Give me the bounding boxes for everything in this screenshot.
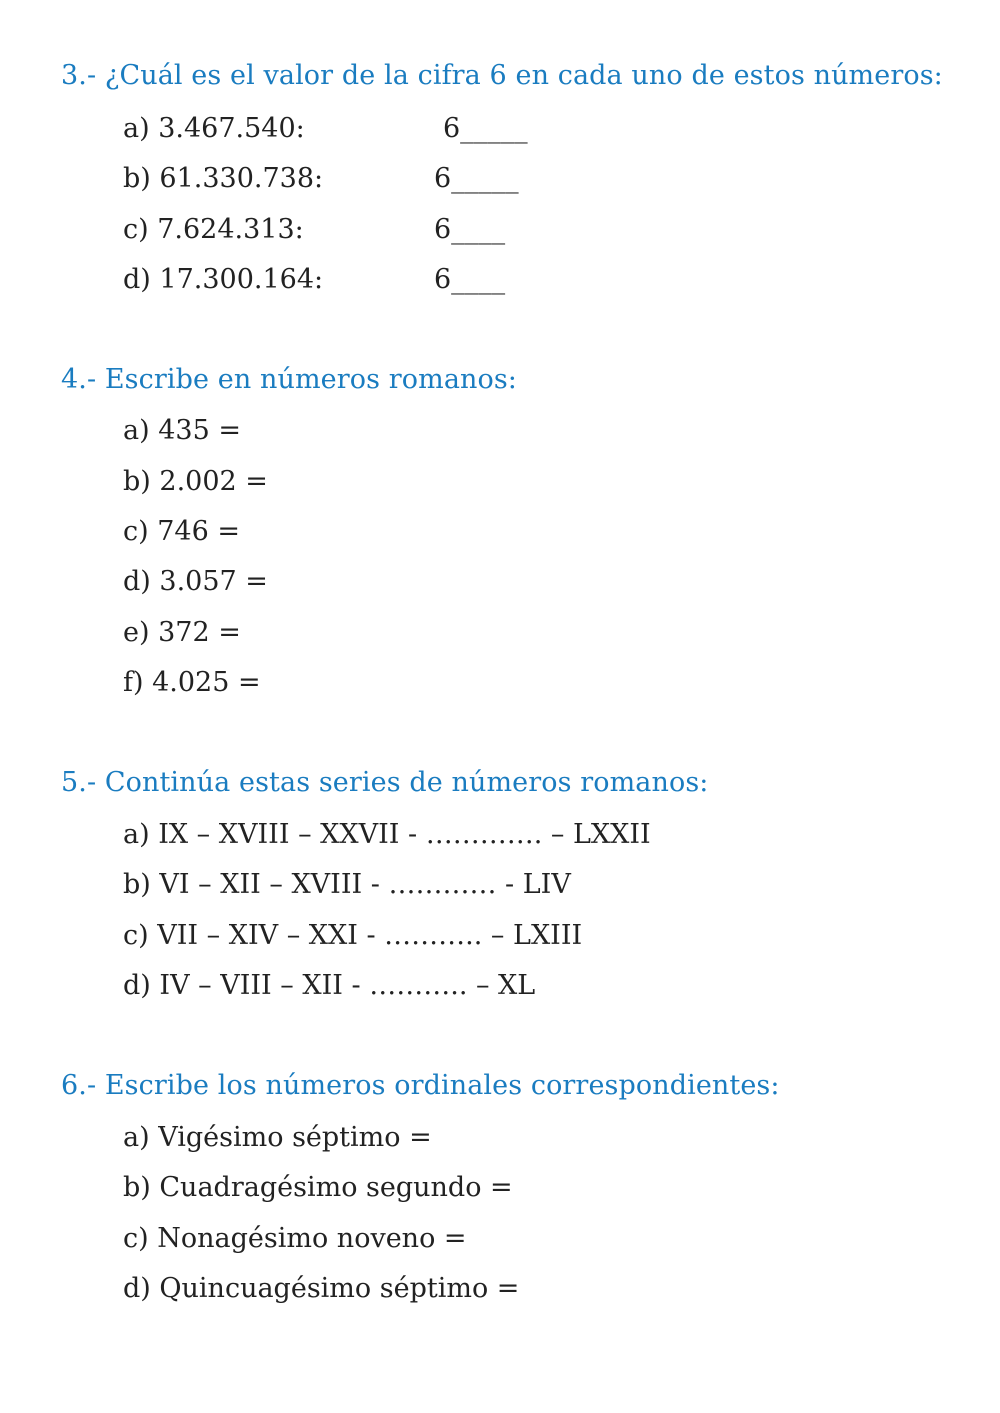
section-6-item-a: a) Vigésimo séptimo = bbox=[123, 1122, 432, 1153]
item-label: b) 61.330.738: bbox=[123, 163, 324, 194]
section-3-item-b bbox=[123, 162, 519, 196]
section-4-item-c: c) 746 = bbox=[123, 516, 240, 547]
answer-blank[interactable]: 6____ bbox=[434, 214, 506, 245]
section-3-item-d bbox=[123, 263, 506, 297]
section-4-item-b: b) 2.002 = bbox=[123, 466, 268, 497]
item-label: d) 17.300.164: bbox=[123, 264, 324, 295]
section-6-item-c: c) Nonagésimo noveno = bbox=[123, 1223, 467, 1254]
section-5-item-c: c) VII – XIV – XXI - ……….. – LXIII bbox=[123, 920, 583, 951]
section-4-heading: 4.- Escribe en números romanos: bbox=[61, 364, 518, 395]
section-3-heading: 3.- ¿Cuál es el valor de la cifra 6 en cada uno de estos números: bbox=[61, 60, 943, 91]
section-6-item-b: b) Cuadragésimo segundo = bbox=[123, 1172, 513, 1203]
section-4-item-f: f) 4.025 = bbox=[123, 667, 261, 698]
answer-blank[interactable]: 6_____ bbox=[443, 113, 528, 144]
answer-blank[interactable]: 6_____ bbox=[434, 163, 519, 194]
section-5-item-a: a) IX – XVIII – XXVII - …………. – LXXII bbox=[123, 819, 651, 850]
section-4-item-e: e) 372 = bbox=[123, 617, 241, 648]
section-5-heading: 5.- Continúa estas series de números romanos: bbox=[61, 767, 709, 798]
section-4-item-d: d) 3.057 = bbox=[123, 566, 268, 597]
section-3-item-a bbox=[123, 112, 528, 146]
section-4-item-a: a) 435 = bbox=[123, 415, 241, 446]
item-label: c) 7.624.313: bbox=[123, 214, 304, 245]
section-6-heading: 6.- Escribe los números ordinales correspondientes: bbox=[61, 1070, 780, 1101]
answer-blank[interactable]: 6____ bbox=[434, 264, 506, 295]
section-3-item-c bbox=[123, 213, 506, 247]
section-5-item-b: b) VI – XII – XVIII - ………… - LIV bbox=[123, 869, 571, 900]
item-label: a) 3.467.540: bbox=[123, 113, 305, 144]
section-5-item-d: d) IV – VIII – XII - ……….. – XL bbox=[123, 970, 536, 1001]
section-6-item-d: d) Quincuagésimo séptimo = bbox=[123, 1273, 520, 1304]
